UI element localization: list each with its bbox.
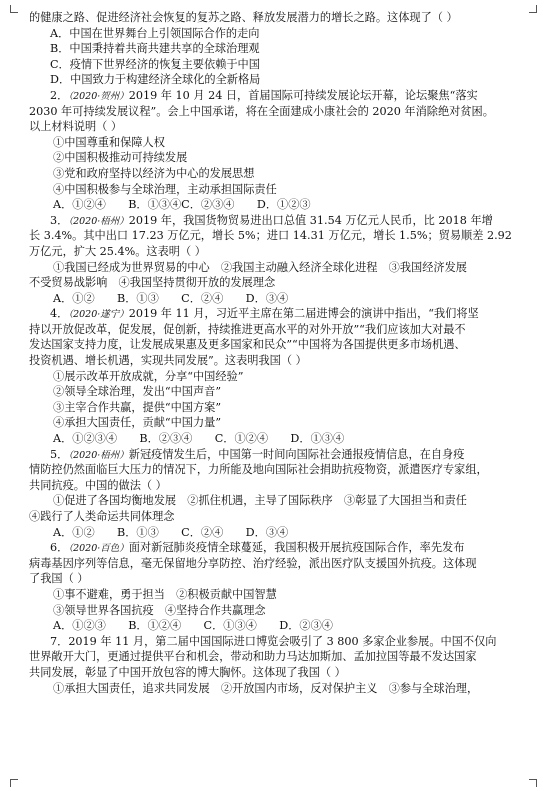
option-line (29, 431, 520, 447)
text-line (29, 509, 520, 525)
question-line (29, 634, 520, 650)
line-text: 发达国家支持力度，让发展成果惠及更多国家和民众”“中国将为各国提供更多市场机遇、 (29, 338, 466, 352)
option-line (29, 525, 520, 541)
text-line (29, 119, 520, 135)
line-text: A．①② B．①③ C．②④ D．③④ (53, 291, 289, 305)
option-line (29, 291, 520, 307)
text-line (29, 244, 520, 260)
line-text: 的健康之路、促进经济社会恢复的复苏之路、释放发展潜力的增长之路。这体现了（ ） (29, 11, 458, 24)
crop-mark-top-left (10, 5, 18, 13)
text-line (29, 649, 520, 665)
line-text: ③领导世界各国抗疫 ④坚持合作共赢理念 (53, 603, 266, 617)
text-line (29, 462, 520, 478)
text-line (29, 10, 520, 26)
question-number: 4． (50, 307, 69, 321)
line-text: 持以开放促改革，促发展，促创新，持续推进更高水平的对外开放”“我们应该加大对最不 (29, 322, 466, 336)
text-line (29, 228, 520, 244)
text-line (29, 478, 520, 494)
question-number: 3． (50, 213, 69, 227)
option-line (29, 587, 520, 603)
line-text: ①中国尊重和保障人权 (53, 135, 165, 149)
line-text: ②领导全球治理，发出“中国声音” (53, 385, 222, 399)
line-text: A．①②③④ B．②③④ C．①②④ D．①③④ (53, 432, 345, 446)
question-line (29, 306, 520, 322)
option-line (29, 415, 520, 431)
question-text-body (29, 10, 520, 696)
line-text: 以上材料说明（ ） (29, 120, 123, 134)
option-line (29, 681, 520, 697)
question-line (29, 213, 520, 229)
line-text: C．疫情下世界经济的恢复主要依赖于中国 (50, 57, 260, 71)
option-line (29, 135, 520, 151)
line-text: ①事不避难，勇于担当 ②积极贡献中国智慧 (53, 587, 277, 601)
line-text: 病毒基因序列等信息，毫无保留地分享防控、治疗经验，派出医疗队支援国外抗疫。这体现 (29, 556, 477, 570)
question-number: 5． (50, 447, 69, 461)
line-text: 情防控仍然面临巨大压力的情况下，力所能及地向国际社会捐助抗疫物资，派遣医疗专家组， (29, 463, 488, 477)
crop-mark-top-right (529, 5, 537, 13)
line-text: 共同抗疫。中国的做法（ ） (29, 478, 167, 492)
line-text: ④承担大国责任，贡献“中国力量” (53, 416, 222, 430)
question-line (29, 540, 520, 556)
crop-mark-bottom-right (529, 779, 537, 787)
option-line (29, 384, 520, 400)
line-text: ①展示改革开放成就，分享“中国经验” (53, 369, 244, 383)
question-source: （2020·贺州） (68, 90, 129, 102)
text-line (29, 571, 520, 587)
line-text: 长 3.4%。其中出口 17.23 万亿元，增长 5%；进口 14.31 万亿元，增长 1.5%；贸易顺差 2.92 (29, 229, 512, 243)
text-line (29, 104, 520, 120)
option-line (29, 493, 520, 509)
line-text: ①我国已经成为世界贸易的中心 ②我国主动融入经济全球化进程 ③我国经济发展 (53, 260, 467, 274)
question-line (29, 447, 520, 463)
option-line (29, 182, 520, 198)
line-text: 投资机遇、增长机遇，实现共同发展”。这表明我国（ ） (29, 354, 307, 368)
text-line (29, 665, 520, 681)
crop-mark-bottom-left (10, 779, 18, 787)
option-line (29, 260, 520, 276)
option-line (29, 618, 520, 634)
line-text: 了我国（ ） (29, 572, 89, 586)
line-text: ③党和政府坚持以经济为中心的发展思想 (53, 166, 255, 180)
line-text: 面对新冠肺炎疫情全球蔓延，我国积极开展抗疫国际合作，率先发布 (128, 541, 465, 555)
line-text: 不受贸易战影响 ④我国坚持贯彻开放的发展理念 (29, 276, 276, 290)
line-text: 2030 年可持续发展议程”。会上中国承诺，将在全面建成小康社会的 2020 年消除绝对贫困。 (29, 104, 494, 118)
line-text: ④中国积极参与全球治理，主动承担国际责任 (53, 182, 277, 196)
line-text: A．①② B．①③ C．②④ D．③④ (53, 525, 289, 539)
question-line (29, 88, 520, 104)
line-text: ②中国积极推动可持续发展 (53, 151, 188, 165)
question-source: （2020·百色） (68, 543, 129, 555)
line-text: ①促进了各国均衡地发展 ②抓住机遇，主导了国际秩序 ③彰显了大国担当和责任 (53, 494, 467, 508)
text-line (29, 275, 520, 291)
line-text: 2019 年 10 月 24 日，首届国际可持续发展论坛开幕，论坛聚焦“落实 (128, 88, 478, 102)
option-line (29, 166, 520, 182)
text-line (29, 353, 520, 369)
line-text: 万亿元，扩大 25.4%。这表明（ ） (29, 244, 206, 258)
question-source: （2020·梧州） (68, 449, 129, 461)
line-text: ①承担大国责任，追求共同发展 ②开放国内市场，反对保护主义 ③参与全球治理， (53, 681, 479, 695)
line-text: 2019 年 11 月，第二届中国国际进口博览会吸引了 3 800 多家企业参展。中国不仅向 (68, 634, 497, 648)
line-text: A．①②④ B．①③④C．②③④ D．①②③ (53, 198, 311, 212)
line-text: ③主宰合作共赢，提供“中国方案” (53, 400, 222, 414)
line-text: ④践行了人类命运共同体理念 (29, 510, 175, 523)
option-line (29, 603, 520, 619)
option-line (29, 57, 520, 73)
question-source: （2020·遂宁） (68, 309, 129, 321)
option-line (29, 369, 520, 385)
line-text: 2019 年 11 月，习近平主席在第二届进博会的演讲中指出，“我们将坚 (128, 307, 479, 321)
question-number: 6． (50, 541, 69, 555)
line-text: 世界敞开大门，更通过提供平台和机会，带动和助力马达加斯加、孟加拉国等最不发达国家 (29, 650, 477, 664)
option-line (29, 150, 520, 166)
option-line (29, 197, 520, 213)
question-source: （2020·梧州） (68, 215, 129, 227)
line-text: 共同发展，彰显了中国开放包容的博大胸怀。这体现了我国（ ） (29, 665, 346, 679)
text-line (29, 556, 520, 572)
line-text: A．①②③ B．①②④ C．①③④ D．②③④ (53, 619, 333, 633)
option-line (29, 400, 520, 416)
question-number: 7． (50, 634, 69, 648)
option-line (29, 26, 520, 42)
option-line (29, 41, 520, 57)
line-text: 新冠疫情发生后，中国第一时间向国际社会通报疫情信息，在自身疫 (128, 447, 465, 461)
question-number: 2． (50, 88, 69, 102)
line-text: 2019 年，我国货物贸易进出口总值 31.54 万亿元人民币，比 2018 年增 (128, 213, 493, 227)
line-text: A．中国在世界舞台上引领国际合作的走向 (50, 26, 260, 40)
line-text: D．中国致力于构建经济全球化的全新格局 (50, 73, 261, 87)
option-line (29, 72, 520, 88)
line-text: B．中国秉持着共商共建共享的全球治理观 (50, 42, 260, 56)
text-line (29, 322, 520, 338)
text-line (29, 337, 520, 353)
